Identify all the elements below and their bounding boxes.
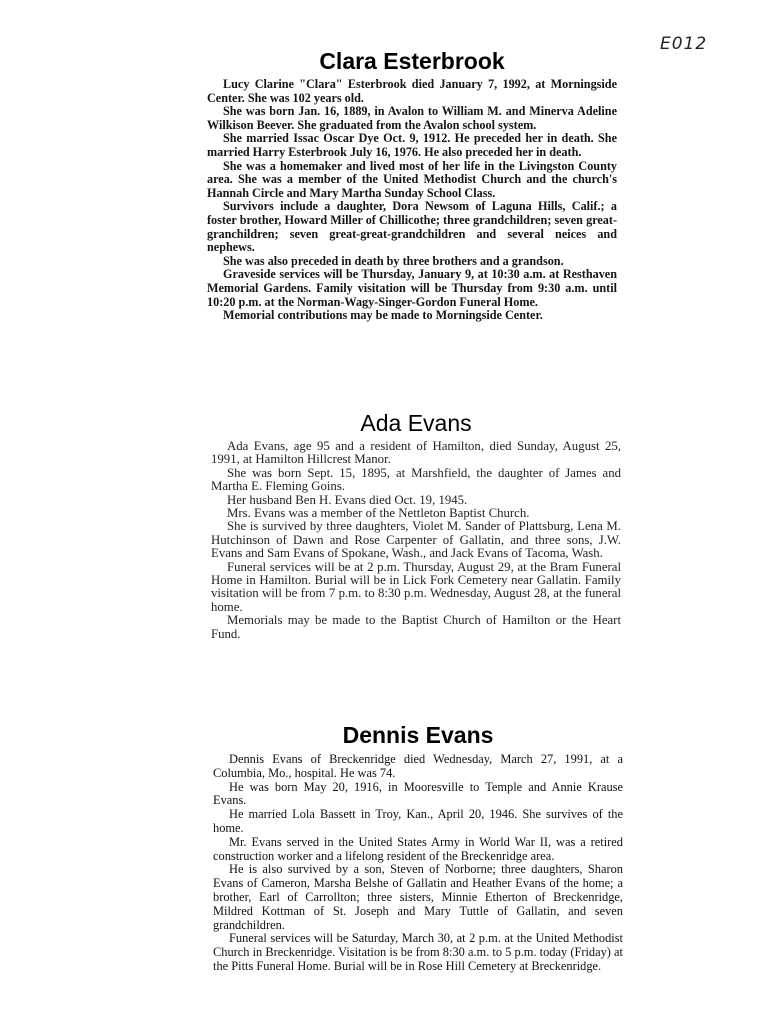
obituary-paragraph: He was born May 20, 1916, in Mooresville to Temple and Annie Krause Evans.	[213, 779, 623, 808]
obituary-paragraph: Dennis Evans of Breckenridge died Wednesday, March 27, 1991, at a Columbia, Mo., hospital. He was 74.	[213, 752, 623, 780]
obituary-paragraph: She is survived by three daughters, Violet M. Sander of Plattsburg, Lena M. Hutchinson of Dawn and Rose Carpenter of Gallatin, and three sons, J.W. Evans and Sam Evans of Spokane, Wash., and Jack Evans of Tacoma, Wash.	[211, 519, 621, 561]
obituary-paragraph: Memorials may be made to the Baptist Church of Hamilton or the Heart Fund.	[211, 613, 621, 641]
obituary-paragraph: She married Issac Oscar Dye Oct. 9, 1912. He preceded her in death. She married Harry Esterbrook July 16, 1976. He also preceded her in death.	[207, 131, 617, 159]
page-code: E012	[660, 34, 708, 54]
obituary-paragraph: He married Lola Bassett in Troy, Kan., April 20, 1946. She survives of the home.	[213, 807, 623, 835]
obituary-title: Clara Esterbrook	[319, 48, 505, 74]
obituary-clara-esterbrook	[207, 48, 617, 323]
obituary-paragraph: Funeral services will be at 2 p.m. Thursday, August 29, at the Bram Funeral Home in Hamilton. Burial will be in Lick Fork Cemetery near Gallatin. Family visitation will be from 7 p.m. to 8:30 p.m. Wednesday, August 28, at the funeral home.	[211, 559, 621, 614]
obituary-paragraph: She was born Jan. 16, 1889, in Avalon to William M. and Minerva Adeline Wilkison Beever. She graduated from the Avalon school system.	[207, 104, 617, 132]
obituary-paragraph: Graveside services will be Thursday, January 9, at 10:30 a.m. at Resthaven Memorial Gardens. Family visitation will be Thursday from 9:30 a.m. until 10:20 p.m. at the Norman-Wagy-Singer-Gordon Funeral Home.	[207, 267, 617, 309]
obituary-paragraph: Her husband Ben H. Evans died Oct. 19, 1945.	[227, 492, 468, 507]
obituary-paragraph: Lucy Clarine "Clara" Esterbrook died January 7, 1992, at Morningside Center. She was 102 years old.	[207, 77, 617, 105]
obituary-paragraph: Mrs. Evans was a member of the Nettleton Baptist Church.	[227, 506, 530, 521]
obituary-paragraph: He is also survived by a son, Steven of Norborne; three daughters, Sharon Evans of Cameron, Marsha Belshe of Gallatin and Heather Evans of the home; a brother, Earl of Carrollton; three sisters, Minnie Etherton of Breckenridge, Mildred Kottman of St. Joseph and Mary Tuttle of Gallatin, and seven grandchildren.	[213, 862, 623, 932]
obituary-paragraph: Survivors include a daughter, Dora Newsom of Laguna Hills, Calif.; a foster brother, Howard Miller of Chillicothe; three grandchildren; seven great-granchildren; seven great-great-grandchildren and several neices and nephews.	[207, 199, 617, 255]
obituary-paragraph: Memorial contributions may be made to Morningside Center.	[223, 308, 543, 323]
obituary-paragraph: She was also preceded in death by three brothers and a grandson.	[223, 253, 564, 268]
obituary-dennis-evans	[213, 722, 623, 974]
obituary-title: Ada Evans	[360, 410, 472, 436]
obituary-ada-evans	[211, 410, 621, 641]
obituary-title: Dennis Evans	[342, 722, 494, 748]
obituary-paragraph: Ada Evans, age 95 and a resident of Hamilton, died Sunday, August 25, 1991, at Hamilton Hillcrest Manor.	[211, 439, 621, 467]
obituary-paragraph: She was a homemaker and lived most of her life in the Livingston County area. She was a member of the United Methodist Church and the church's Hannah Circle and Mary Martha Sunday School Class.	[207, 158, 617, 200]
obituary-paragraph: Mr. Evans served in the United States Army in World War II, was a retired construction worker and a lifelong resident of the Breckenridge area.	[213, 834, 623, 863]
obituary-paragraph: Funeral services will be Saturday, March 30, at 2 p.m. at the United Methodist Church in Breckenridge. Visitation is be from 8:30 a.m. to 5 p.m. today (Friday) at the Pitts Funeral Home. Burial will be in Rose Hill Cemetery at Breckenridge.	[213, 931, 623, 973]
obituary-paragraph: She was born Sept. 15, 1895, at Marshfield, the daughter of James and Martha E. Fleming Goins.	[211, 465, 621, 494]
